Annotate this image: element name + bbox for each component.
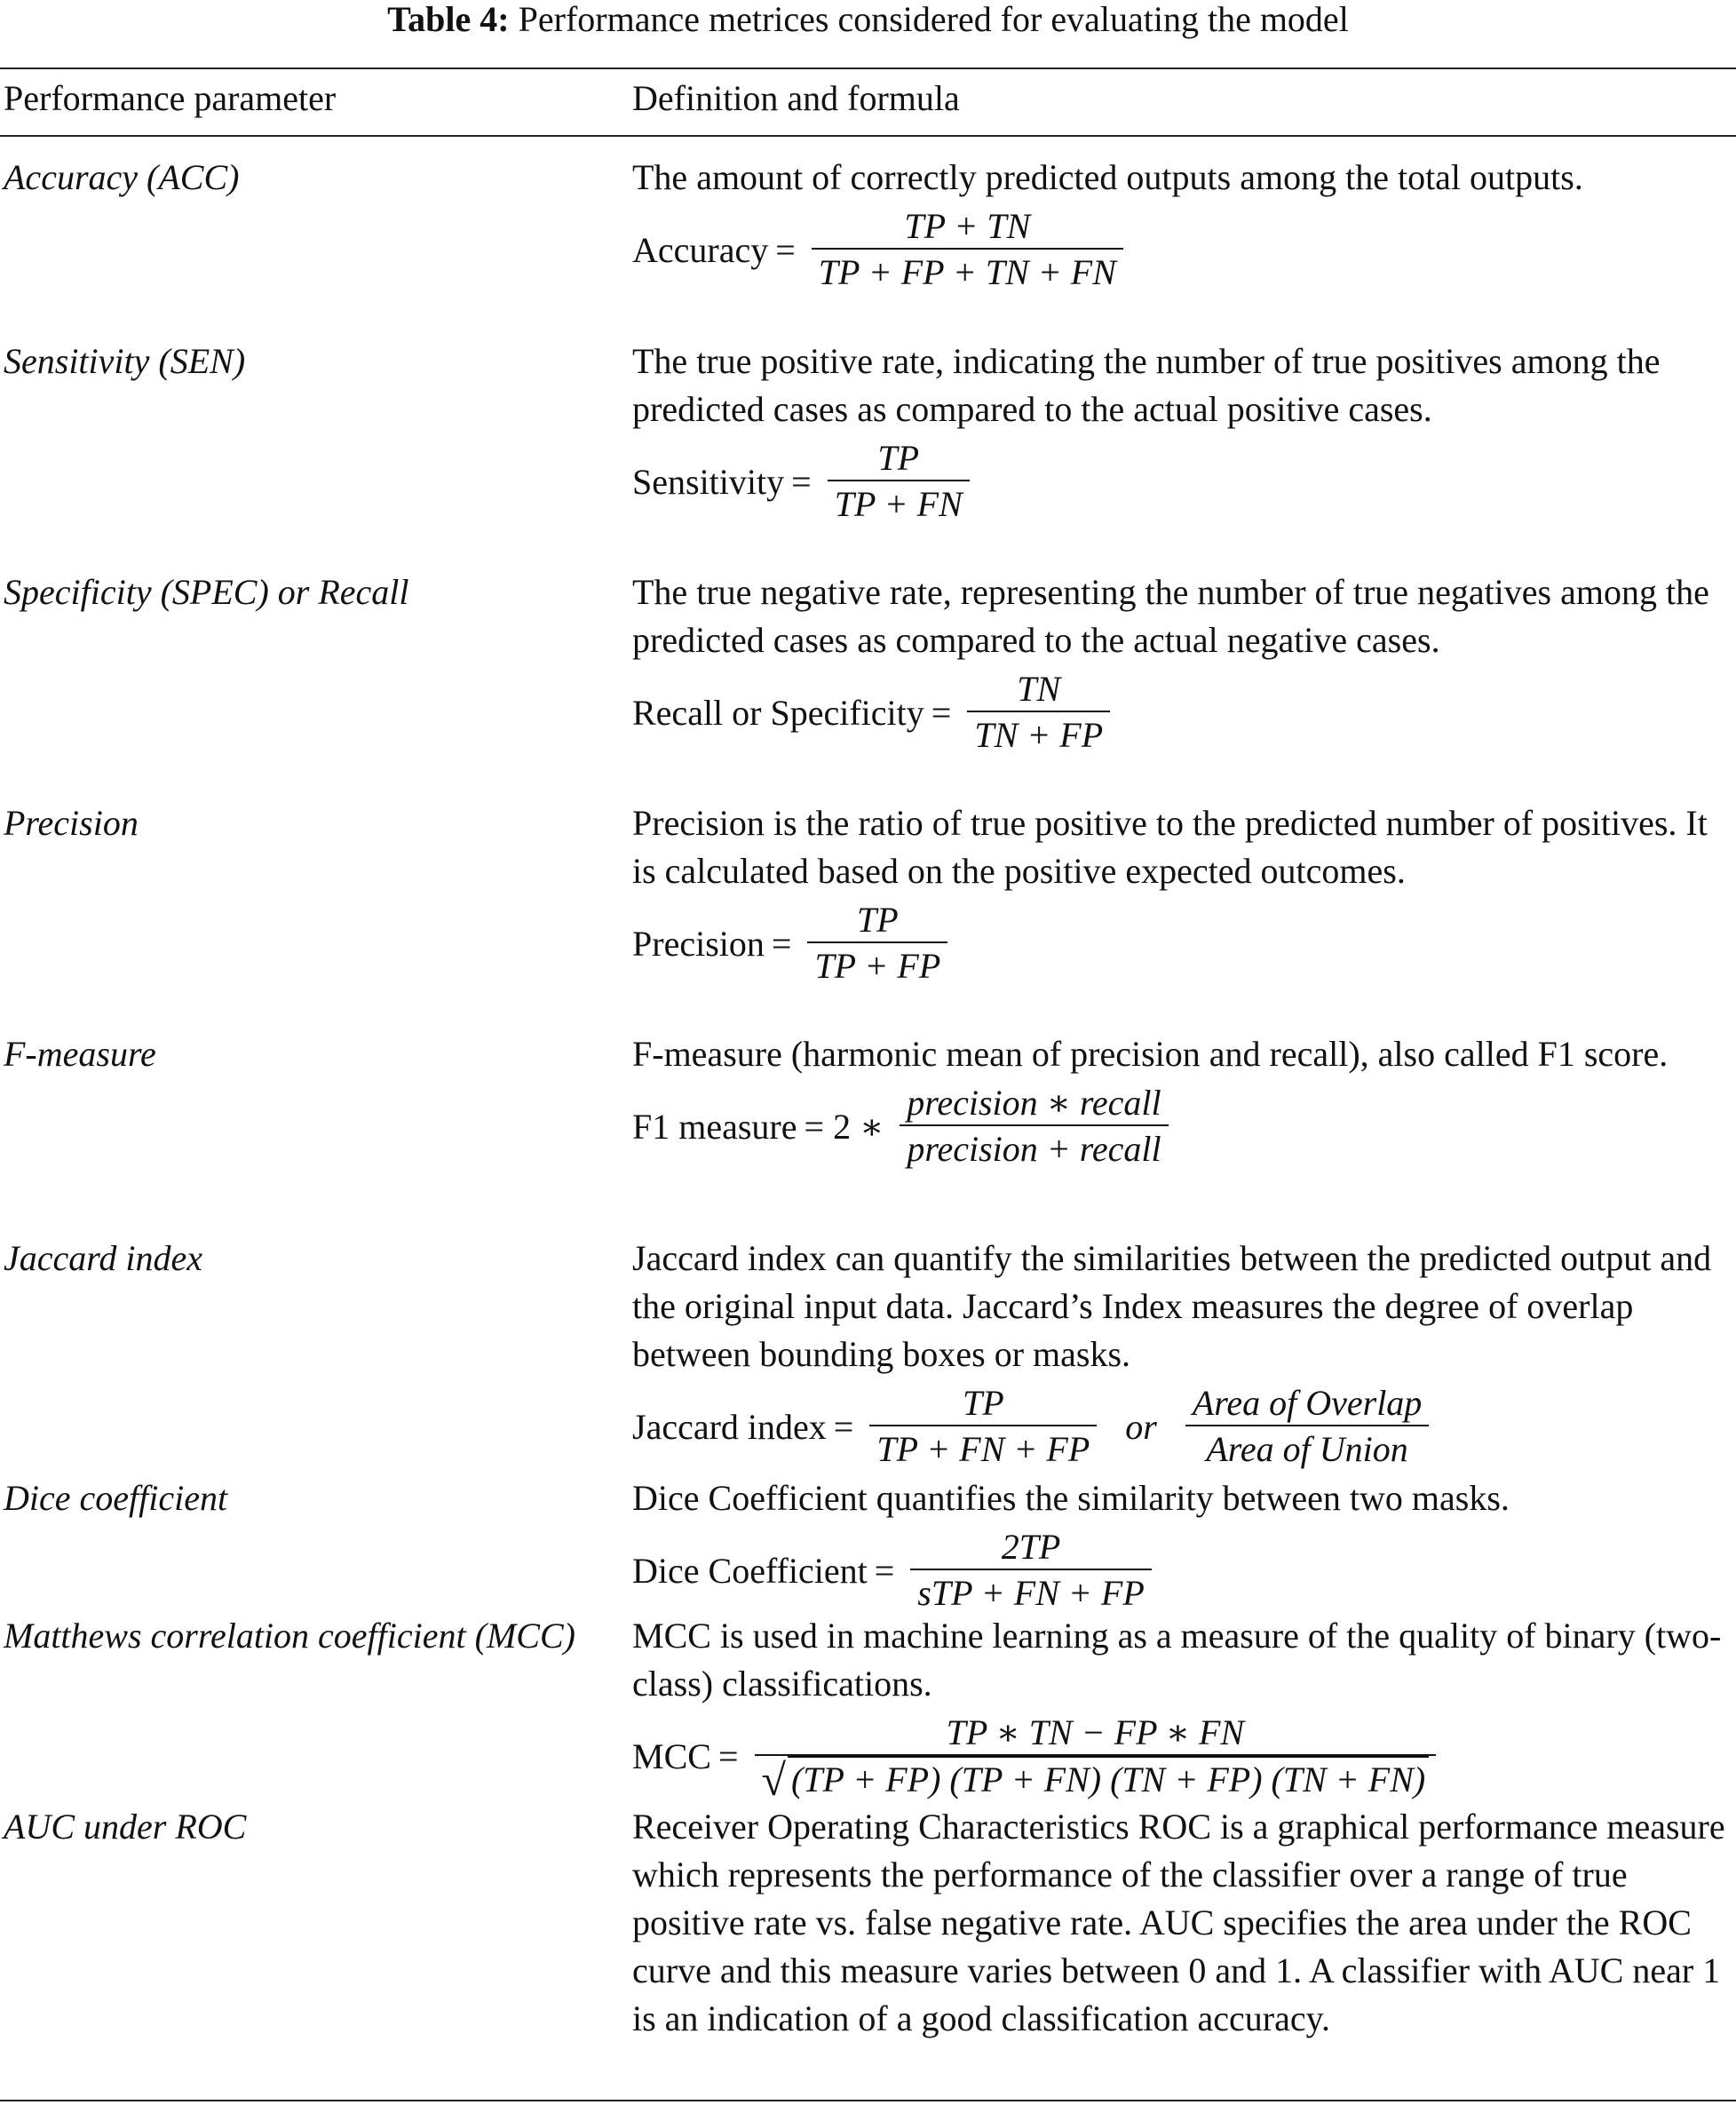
formula-sensitivity	[632, 433, 1733, 531]
definition-text: Jaccard index can quantify the similarities between the predicted output and the original input data. Jaccard’s Index measures the degree of overlap between bounding boxes or masks.	[632, 1238, 1712, 1374]
formula-accuracy	[632, 202, 1733, 299]
formula-f-measure	[632, 1078, 1733, 1176]
row-definition-dice	[632, 1474, 1733, 1620]
fraction	[755, 1712, 1437, 1805]
formula-lhs: Precision	[632, 924, 765, 964]
formula-lhs: Jaccard index	[632, 1407, 827, 1447]
denominator: TP + FP + TN + FN	[818, 252, 1116, 292]
row-param-accuracy: Accuracy (ACC)	[4, 157, 240, 197]
numerator: TN	[1017, 669, 1061, 709]
row-param-sensitivity: Sensitivity (SEN)	[4, 341, 246, 381]
fraction	[967, 668, 1110, 759]
formula-lhs: MCC	[632, 1736, 711, 1776]
fraction	[869, 1382, 1097, 1473]
numerator: TP	[857, 900, 899, 940]
formula-operator: =	[791, 462, 812, 502]
denominator-sqrt	[755, 1755, 1437, 1805]
numerator: TP ∗ TN − FP ∗ FN	[946, 1712, 1245, 1752]
row-param-jaccard: Jaccard index	[4, 1238, 202, 1278]
formula-dice	[632, 1522, 1733, 1620]
row-definition-sensitivity	[632, 338, 1733, 531]
row-param-specificity: Specificity (SPEC) or Recall	[4, 572, 409, 612]
formula-lhs: Sensitivity	[632, 462, 785, 502]
row-definition-mcc	[632, 1612, 1733, 1806]
table-header-rule	[0, 135, 1736, 137]
denominator: TP + FN + FP	[876, 1429, 1090, 1469]
formula-operator: = 2 ∗	[804, 1107, 884, 1147]
row-param-precision: Precision	[4, 803, 139, 843]
denominator: sTP + FN + FP	[917, 1573, 1145, 1613]
formula-lhs: Recall or Specificity	[632, 693, 924, 733]
numerator: TP	[962, 1383, 1004, 1423]
row-param-f-measure: F-measure	[4, 1034, 156, 1074]
table-caption-label: Table 4:	[387, 0, 510, 39]
column-header-parameter: Performance parameter	[4, 78, 337, 118]
row-definition-auc	[632, 1803, 1733, 2043]
numerator: TP	[877, 438, 920, 478]
column-header-definition: Definition and formula	[632, 78, 960, 118]
table-bottom-rule	[0, 2100, 1736, 2101]
denominator: TN + FP	[974, 715, 1104, 755]
row-param-dice: Dice coefficient	[4, 1478, 228, 1518]
denominator: (TP + FP) (TP + FN) (TN + FP) (TN + FN)	[788, 1756, 1429, 1802]
formula-operator: =	[931, 693, 952, 733]
table-top-rule	[0, 68, 1736, 69]
fraction	[828, 437, 970, 528]
definition-text: Dice Coefficient quantifies the similarity between two masks.	[632, 1478, 1510, 1518]
formula-operator: =	[874, 1551, 895, 1591]
fraction	[910, 1526, 1152, 1616]
formula-lhs: F1 measure	[632, 1107, 797, 1147]
row-definition-jaccard	[632, 1235, 1733, 1476]
formula-precision	[632, 895, 1733, 993]
row-definition-precision	[632, 799, 1733, 993]
numerator: 2TP	[1001, 1527, 1061, 1567]
formula-operator: =	[775, 230, 796, 270]
definition-text: F-measure (harmonic mean of precision and recall), also called F1 score.	[632, 1034, 1669, 1074]
formula-mcc	[632, 1708, 1733, 1806]
fraction	[900, 1082, 1168, 1172]
definition-text: Precision is the ratio of true positive to the predicted number of positives. It is calculated based on the positive expected outcomes.	[632, 803, 1708, 891]
numerator: precision ∗ recall	[907, 1083, 1161, 1123]
definition-text: The true positive rate, indicating the number of true positives among the predicted cases as compared to the actual positive cases.	[632, 341, 1661, 429]
fraction	[812, 205, 1123, 296]
table-caption	[0, 0, 1736, 53]
formula-operator: =	[771, 924, 792, 964]
denominator: precision + recall	[907, 1129, 1161, 1169]
row-definition-specificity	[632, 568, 1733, 762]
numerator: Area of Overlap	[1192, 1383, 1423, 1423]
denominator: TP + FN	[834, 484, 963, 524]
radical-sign: √	[761, 1755, 786, 1805]
formula-operator: =	[833, 1407, 854, 1447]
denominator: TP + FP	[814, 946, 941, 986]
fraction-area	[1185, 1382, 1429, 1473]
fraction	[807, 899, 947, 989]
row-param-auc: AUC under ROC	[4, 1807, 247, 1847]
definition-text: MCC is used in machine learning as a measure of the quality of binary (two-class) classifications.	[632, 1616, 1722, 1704]
definition-text: The amount of correctly predicted outputs among the total outputs.	[632, 157, 1583, 197]
row-definition-accuracy	[632, 154, 1733, 299]
formula-operator: =	[717, 1736, 739, 1776]
formula-or: or	[1125, 1407, 1157, 1447]
denominator: Area of Union	[1206, 1429, 1408, 1469]
row-param-mcc: Matthews correlation coefficient (MCC)	[4, 1616, 575, 1656]
definition-text: The true negative rate, representing the number of true negatives among the predicted cases as compared to the actual negative cases.	[632, 572, 1709, 660]
formula-lhs: Dice Coefficient	[632, 1551, 868, 1591]
definition-text: Receiver Operating Characteristics ROC is a graphical performance measure which represents the performance of the classifier over a range of true positive rate vs. false negative rate. AUC specifies the area under the ROC curve and this measure varies between 0 and 1. A classifier with AUC near 1 is an indication of a good classification accuracy.	[632, 1807, 1725, 2038]
formula-jaccard	[632, 1378, 1733, 1476]
table-caption-text: Performance metrices considered for evaluating the model	[518, 0, 1349, 39]
formula-lhs: Accuracy	[632, 230, 769, 270]
numerator: TP + TN	[904, 206, 1031, 246]
row-definition-f-measure	[632, 1030, 1733, 1176]
formula-specificity	[632, 664, 1733, 762]
